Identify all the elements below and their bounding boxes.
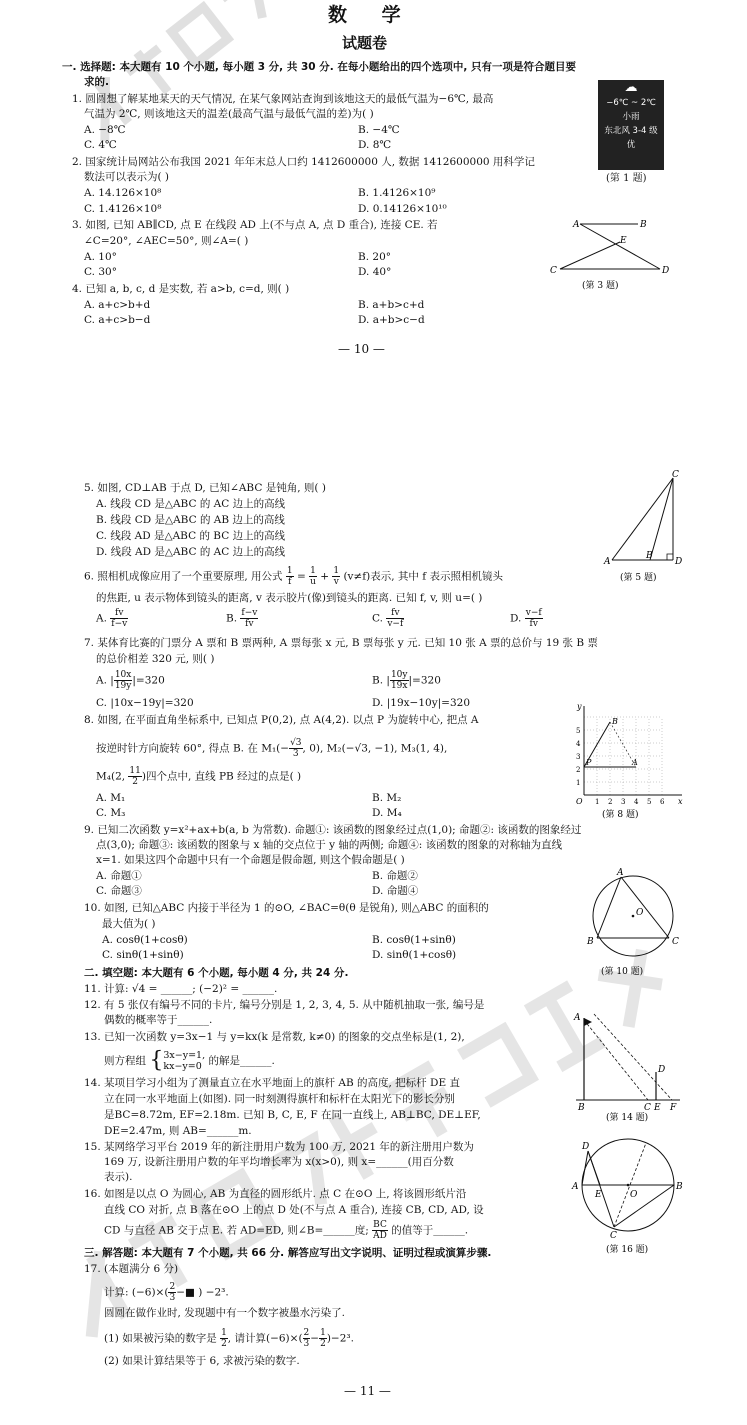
section3-heading: 三. 解答题: 本大题有 7 个小题, 共 66 分. 解答应写出文字说明、证明过程或演算步骤. — [84, 1247, 492, 1259]
section2-heading: 二. 填空题: 本大题有 6 个小题, 每小题 4 分, 共 24 分. — [84, 967, 349, 979]
q8-label-b: B — [612, 717, 618, 726]
q2-option-b: B. 1.4126×10⁹ — [358, 187, 436, 199]
q5-option-d: D. 线段 AD 是△ABC 的 AC 边上的高线 — [96, 546, 286, 558]
q10-line2: 最大值为( ) — [102, 918, 156, 930]
q8-figure-caption: (第 8 题) — [602, 810, 639, 820]
q8-line1: 8. 如图, 在平面直角坐标系中, 已知点 P(0,2), 点 A(4,2). 以点 P 为旋转中心, 把点 A — [84, 714, 479, 726]
q10-label-o: O — [636, 908, 644, 918]
q17-part2: (2) 如果计算结果等于 6, 求被污染的数字. — [104, 1355, 300, 1367]
q1-line1: 1. 圆圆想了解某地某天的天气情况, 在某气象网站查询到该地这天的最低气温为−6℃, 最高 — [72, 93, 494, 105]
q5-label-b: B — [646, 551, 653, 561]
q8-option-c: C. M₃ — [96, 807, 126, 819]
q3-option-c: C. 30° — [84, 266, 117, 278]
q6-option-d: D. $\frac{v-f}{fv}$ — [510, 608, 542, 629]
q5-option-a: A. 线段 CD 是△ABC 的 AC 边上的高线 — [96, 498, 286, 510]
q9-line3: x=1. 如果这四个命题中只有一个命题是假命题, 则这个假命题是( ) — [96, 854, 405, 866]
cloud-icon: ☁ — [624, 80, 638, 95]
q9-option-b: B. 命题② — [372, 870, 418, 882]
q16-label-b: B — [676, 1182, 683, 1192]
q8-label-y: y — [577, 702, 582, 711]
q10-label-a: A — [617, 868, 624, 878]
q7-line1: 7. 某体育比赛的门票分 A 票和 B 票两种, A 票每张 x 元, B 票每张 y 元. 已知 10 张 A 票的总价与 19 张 B 票 — [84, 637, 598, 649]
q5-figure-caption: (第 5 题) — [620, 573, 657, 583]
q5-label-c: C — [672, 470, 679, 480]
q9-line2: 点(3,0); 命题③: 该函数的图象与 x 轴的交点位于 y 轴的两侧; 命题④: 该函数的图象的对称轴为直线 — [96, 839, 563, 851]
q4-line1: 4. 已知 a, b, c, d 是实数, 若 a>b, c=d, 则( ) — [72, 283, 290, 295]
q1-figure-caption: (第 1 题) — [606, 173, 647, 184]
q5-option-b: B. 线段 CD 是△ABC 的 AB 边上的高线 — [96, 514, 285, 526]
q7-option-a: A. | $\frac{10x}{19y}$ |=320 — [96, 670, 165, 691]
q5-label-a: A — [604, 557, 611, 567]
q6-line2: 的焦距, u 表示物体到镜头的距离, v 表示胶片(像)到镜头的距离. 已知 f, v, 则 u=( ) — [96, 592, 483, 604]
q10-circle-figure — [585, 868, 685, 978]
q8-x-tick-label: 4 — [634, 798, 639, 806]
q10-option-d: D. sinθ(1+cosθ) — [372, 949, 457, 961]
q8-x-tick-label: 1 — [595, 798, 600, 806]
q7-line2: 的总价相差 320 元, 则( ) — [96, 653, 215, 665]
q9-option-c: C. 命题③ — [96, 885, 142, 897]
q8-label-p: P — [586, 758, 592, 767]
q13-line2: 则方程组 { 3x−y=1, kx−y=0 的解是______. — [104, 1048, 275, 1073]
q8-line2: 按逆时针方向旋转 60°, 得点 B. 在 M₁(− $\frac{√3}{3}$ , 0), M₂(−√3, −1), M₃(1, 4), — [96, 738, 448, 759]
q17-text: 圆圆在做作业时, 发现题中有一个数字被墨水污染了. — [104, 1307, 346, 1319]
q10-figure-caption: (第 10 题) — [601, 967, 644, 977]
q14-label-d: D — [658, 1065, 666, 1075]
q14-label-c: C — [644, 1103, 651, 1113]
q4-option-b: B. a+b>c+d — [358, 299, 425, 311]
q6-post: (v≠f)表示, 其中 f 表示照相机镜头 — [343, 570, 503, 583]
q1-line2: 气温为 2℃, 则该地这天的温差(最高气温与最低气温的差)为( ) — [84, 108, 374, 120]
q15-line2: 169 万, 设新注册用户数的年平均增长率为 x(x>0), 则 x=______(用百分数 — [104, 1156, 454, 1168]
q1-weather-card — [598, 80, 664, 170]
q16-circle-figure — [570, 1135, 685, 1257]
q9-option-d: D. 命题④ — [372, 885, 419, 897]
section1-heading: 一. 选择题: 本大题有 10 个小题, 每小题 3 分, 共 30 分. 在每小题给出的四个选项中, 只有一项是符合题目要 — [62, 61, 577, 73]
q1-option-b: B. −4℃ — [358, 124, 400, 136]
q13-line1: 13. 已知一次函数 y=3x−1 与 y=kx(k 是常数, k≠0) 的图象的交点坐标是(1, 2), — [84, 1031, 465, 1043]
q8-option-b: B. M₂ — [372, 792, 402, 804]
q16-line1: 16. 如图是以点 O 为圆心, AB 为直径的圆形纸片. 点 C 在⊙O 上, 将该圆形纸片沿 — [84, 1188, 467, 1200]
q3-label-a: A — [573, 220, 580, 230]
q5-option-c: C. 线段 AD 是△ABC 的 BC 边上的高线 — [96, 530, 286, 542]
q3-line1: 3. 如图, 已知 AB∥CD, 点 E 在线段 AD 上(不与点 A, 点 D 重合), 连接 CE. 若 — [72, 219, 438, 231]
q15-line1: 15. 某网络学习平台 2019 年的新注册用户数为 100 万, 2021 年的新注册用户数为 — [84, 1141, 474, 1153]
q6-formula-u: $\frac{1}{u}$ — [310, 566, 316, 587]
q14-label-f: F — [670, 1103, 677, 1113]
q3-figure — [540, 212, 680, 292]
q14-figure-caption: (第 14 题) — [606, 1113, 649, 1122]
q4-option-d: D. a+b>c−d — [358, 314, 425, 326]
q8-y-tick-label: 4 — [576, 740, 581, 748]
q3-figure-caption: (第 3 题) — [582, 281, 619, 291]
q16-line3: CD 与直径 AB 交于点 E. 若 AD=ED, 则∠B=______度; $\frac{BC}{AD}$ 的值等于______. — [104, 1220, 469, 1241]
q6-formula-v: $\frac{1}{v}$ — [333, 566, 340, 587]
q8-line3: M₄(2, $\frac{11}{2}$ )四个点中, 直线 PB 经过的点是( ) — [96, 766, 302, 787]
q4-option-c: C. a+c>b−d — [84, 314, 151, 326]
page-title: 数 学 — [328, 4, 415, 26]
q3-label-c: C — [550, 266, 557, 276]
q8-y-tick-label: 3 — [576, 753, 581, 761]
page-number-10: — 10 — — [338, 342, 385, 356]
q14-flagpole-figure — [570, 1010, 685, 1122]
q8-grid — [584, 717, 662, 795]
q14-line1: 14. 某项目学习小组为了测量直立在水平地面上的旗杆 AB 的高度, 把标杆 DE 直 — [84, 1077, 460, 1089]
q6-line1: 6. 照相机成像应用了一个重要原理, 用公式 $\frac{1}{f}$ = $\frac{1}{u}$ + $\frac{1}{v}$ (v≠f)表示, 其中 f 表示照相机镜头 — [84, 566, 503, 587]
q9-option-a: A. 命题① — [96, 870, 142, 882]
q5-label-d: D — [675, 557, 683, 567]
q5-stem: 5. 如图, CD⊥AB 于点 D, 已知∠ABC 是钝角, 则( ) — [84, 482, 326, 494]
q3-label-d: D — [662, 266, 670, 276]
weather-temperature: −6℃ ~ 2℃ — [606, 98, 656, 108]
q3-option-b: B. 20° — [358, 251, 392, 263]
q3-label-b: B — [640, 220, 647, 230]
q1-option-a: A. −8℃ — [84, 124, 126, 136]
q8-y-tick-label: 5 — [576, 727, 581, 735]
q16-label-o: O — [630, 1190, 638, 1200]
q12-line2: 偶数的概率等于______. — [104, 1014, 213, 1026]
q7-option-c: C. |10x−19y|=320 — [96, 697, 194, 709]
q15-line3: 表示). — [104, 1171, 133, 1183]
q17-calc: 计算: (−6)×( $\frac{2}{3}$ −■ ) −2³. — [104, 1282, 229, 1303]
q10-option-a: A. cosθ(1+cosθ) — [102, 934, 188, 946]
q6-option-b: B. $\frac{f-v}{fv}$ — [226, 608, 258, 629]
q2-line2: 数法可以表示为( ) — [84, 171, 170, 183]
q3-label-e: E — [620, 236, 627, 246]
q17-head: 17. (本题满分 6 分) — [84, 1263, 179, 1275]
q11-text: 11. 计算: √4 = ______; (−2)² = ______. — [84, 983, 278, 995]
q2-line1: 2. 国家统计局网站公布我国 2021 年年末总人口约 1412600000 人, 数据 1412600000 用科学记 — [72, 156, 535, 168]
q8-y-tick-label: 1 — [576, 779, 581, 787]
weather-wind: 东北风 3-4 级 — [604, 126, 658, 136]
q2-option-a: A. 14.126×10⁸ — [84, 187, 162, 199]
q7-option-b: B. | $\frac{10y}{19x}$ |=320 — [372, 670, 441, 691]
q3-option-a: A. 10° — [84, 251, 117, 263]
q9-line1: 9. 已知二次函数 y=x²+ax+b(a, b 为常数). 命题①: 该函数的图象经过点(1,0); 命题②: 该函数的图象经过 — [84, 824, 582, 836]
q3-line2: ∠C=20°, ∠AEC=50°, 则∠A=( ) — [84, 235, 249, 247]
q5-figure — [598, 470, 688, 584]
q8-option-d: D. M₄ — [372, 807, 402, 819]
q2-option-c: C. 1.4126×10⁸ — [84, 203, 162, 215]
q6-formula-f: $\frac{1}{f}$ — [286, 566, 293, 587]
q14-label-a: A — [574, 1013, 581, 1023]
q8-option-a: A. M₁ — [96, 792, 126, 804]
q16-label-a: A — [572, 1182, 579, 1192]
q7-option-d: D. |19x−10y|=320 — [372, 697, 471, 709]
section1-heading-cont: 求的. — [84, 76, 109, 88]
q6-pre: 6. 照相机成像应用了一个重要原理, 用公式 — [84, 570, 283, 583]
weather-aqi: 优 — [626, 140, 636, 150]
q8-y-tick-label: 2 — [576, 766, 581, 774]
q4-option-a: A. a+c>b+d — [84, 299, 151, 311]
q8-x-tick-label: 3 — [621, 798, 626, 806]
q2-option-d: D. 0.14126×10¹⁰ — [358, 203, 447, 215]
q8-label-a: A — [632, 758, 638, 767]
q14-line2: 立在同一水平地面上(如图). 同一时刻测得旗杆和标杆在太阳光下的影长分别 — [104, 1093, 455, 1105]
q14-label-e: E — [654, 1103, 661, 1113]
q1-option-d: D. 8℃ — [358, 139, 392, 151]
q8-label-o: O — [576, 797, 583, 806]
q10-label-c: C — [672, 937, 679, 947]
q10-option-c: C. sinθ(1+sinθ) — [102, 949, 184, 961]
q8-x-tick-label: 2 — [608, 798, 613, 806]
q8-x-tick-label: 5 — [647, 798, 652, 806]
q16-label-e: E — [595, 1190, 602, 1200]
q3-option-d: D. 40° — [358, 266, 392, 278]
q16-line2: 直线 CO 对折, 点 B 落在⊙O 上的点 D 处(不与点 A 重合), 连接 CB, CD, AD, 设 — [104, 1204, 484, 1216]
page-subtitle: 试题卷 — [342, 34, 388, 52]
weather-condition: 小雨 — [622, 112, 640, 122]
q8-coordinate-figure — [574, 700, 686, 820]
q6-option-c: C. $\frac{fv}{v-f}$ — [372, 608, 404, 629]
q6-option-a: A. $\frac{fv}{f-v}$ — [96, 608, 128, 629]
q10-option-b: B. cosθ(1+sinθ) — [372, 934, 456, 946]
q12-line1: 12. 有 5 张仅有编号不同的卡片, 编号分别是 1, 2, 3, 4, 5. 从中随机抽取一张, 编号是 — [84, 999, 485, 1011]
q10-label-b: B — [587, 937, 594, 947]
q17-part1: (1) 如果被污染的数字是 $\frac{1}{2}$ , 请计算(−6)×( $\frac{2}{3}$ − $\frac{1}{2}$ )−2³. — [104, 1328, 354, 1349]
q16-figure-caption: (第 16 题) — [606, 1245, 649, 1255]
q10-line1: 10. 如图, 已知△ABC 内接于半径为 1 的⊙O, ∠BAC=θ(θ 是锐角), 则△ABC 的面积的 — [84, 902, 489, 914]
page-number-11: — 11 — — [344, 1384, 391, 1398]
q16-label-c: C — [610, 1231, 617, 1241]
q14-line4: DE=2.47m, 则 AB=______m. — [104, 1125, 252, 1137]
q14-label-b: B — [578, 1103, 585, 1113]
q1-option-c: C. 4℃ — [84, 139, 117, 151]
q14-line3: 是BC=8.72m, EF=2.18m. 已知 B, C, E, F 在同一直线上, AB⊥BC, DE⊥EF, — [104, 1109, 481, 1121]
q8-label-x: x — [678, 797, 683, 806]
q8-x-tick-label: 6 — [660, 798, 665, 806]
q16-label-d: D — [582, 1142, 590, 1152]
